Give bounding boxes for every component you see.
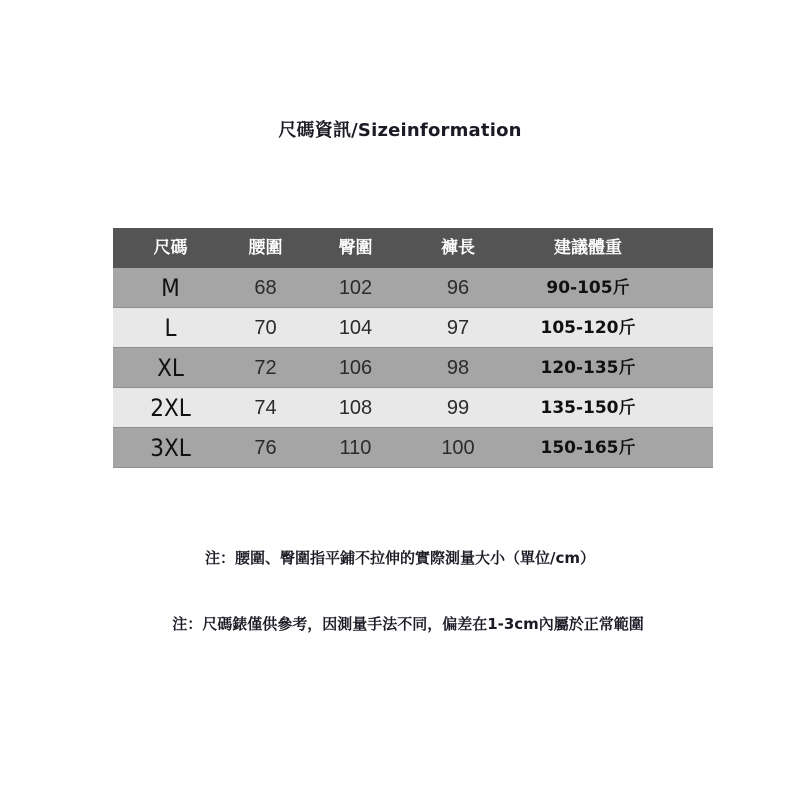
weight-cell: 135-150斤 xyxy=(540,398,636,418)
hip-cell: 102 xyxy=(338,277,373,299)
table-row xyxy=(113,268,713,308)
size-cell: XL xyxy=(157,354,184,382)
length-cell: 99 xyxy=(446,397,470,419)
header-waist: 腰圍 xyxy=(248,238,283,258)
header-weight: 建議體重 xyxy=(554,238,622,258)
waist-cell: 76 xyxy=(254,437,277,459)
waist-cell: 72 xyxy=(254,357,277,379)
hip-cell: 110 xyxy=(339,437,372,459)
length-cell: 96 xyxy=(446,277,470,299)
size-cell: 3XL xyxy=(150,434,191,462)
length-cell: 97 xyxy=(446,317,470,339)
hip-cell: 104 xyxy=(338,317,373,339)
reference-note: 注：尺碼錶僅供參考，因測量手法不同，偏差在1-3cm內屬於正常範圍 xyxy=(172,615,644,633)
waist-cell: 70 xyxy=(254,317,277,339)
hip-cell: 106 xyxy=(338,357,373,379)
table-row xyxy=(113,388,713,428)
header-length: 褲長 xyxy=(441,238,475,258)
table-header-row xyxy=(113,228,713,268)
table-row xyxy=(113,348,713,388)
weight-cell: 105-120斤 xyxy=(540,318,636,338)
header-hip: 臀圍 xyxy=(338,238,373,258)
length-cell: 100 xyxy=(441,437,475,459)
weight-cell: 120-135斤 xyxy=(540,358,636,378)
size-table xyxy=(113,228,713,468)
length-cell: 98 xyxy=(446,357,470,379)
table-row xyxy=(113,308,713,348)
measurement-note: 注：腰圍、臀圍指平鋪不拉伸的實際測量大小（單位/cm） xyxy=(204,549,595,567)
weight-cell: 150-165斤 xyxy=(540,438,636,458)
table-row xyxy=(113,428,713,468)
size-cell: M xyxy=(161,274,180,302)
hip-cell: 108 xyxy=(338,397,373,419)
weight-cell: 90-105斤 xyxy=(546,278,630,298)
size-cell: 2XL xyxy=(150,394,191,422)
waist-cell: 74 xyxy=(254,397,277,419)
size-cell: L xyxy=(164,314,177,342)
waist-cell: 68 xyxy=(254,277,277,299)
header-size: 尺碼 xyxy=(153,238,188,258)
page-title: 尺碼資訊/Sizeinformation xyxy=(278,120,522,141)
